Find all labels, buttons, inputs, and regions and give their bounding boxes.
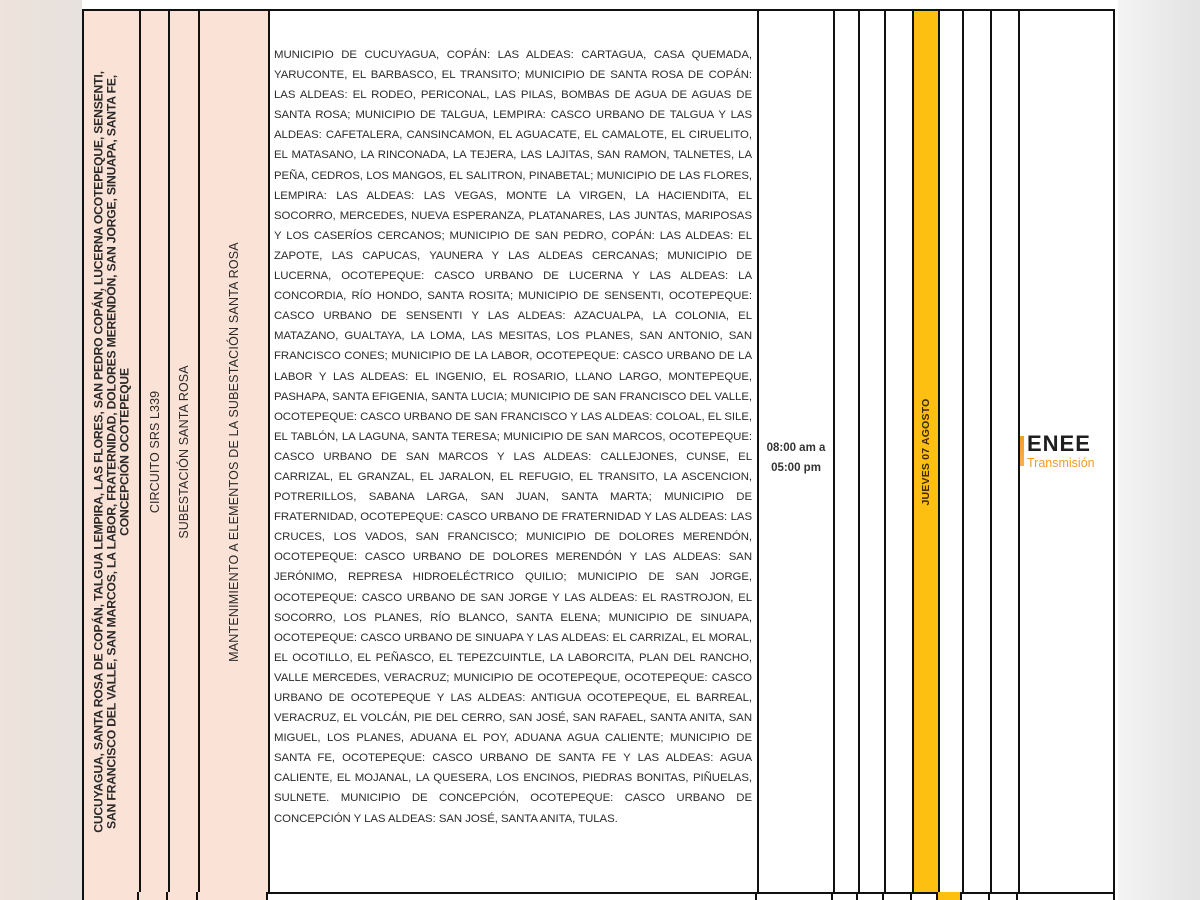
outage-schedule-table	[82, 9, 1115, 894]
background-right	[1118, 0, 1200, 900]
date-label: JUEVES 07 AGOSTO	[920, 397, 932, 506]
places-line-1: CUCUYAGUA, SANTA ROSA DE COPÁN, TALGUA LEMPIRA, LAS FLORES, SAN PEDRO COPÁN, LUCERNA OCOTEPEQUE, SENSENTI,	[91, 70, 105, 833]
places-cell	[84, 11, 141, 892]
logo-subtitle: Transmisión	[1027, 456, 1095, 470]
next-row-cell-4	[198, 892, 268, 900]
date-cell-highlighted	[914, 11, 940, 892]
work-cell	[200, 11, 270, 892]
next-row-cell-5	[268, 892, 757, 900]
day-cell-1	[835, 11, 860, 892]
places-text	[92, 22, 131, 882]
day-cell-5	[940, 11, 964, 892]
time-end: 05:00 pm	[771, 462, 821, 474]
time-cell	[759, 11, 835, 892]
substation-cell	[170, 11, 200, 892]
next-row-cell-13	[990, 892, 1018, 900]
logo-name: ENEE	[1027, 431, 1091, 456]
next-row-cell-7	[833, 892, 858, 900]
next-row-cell-6	[757, 892, 833, 900]
affected-areas-text: MUNICIPIO DE CUCUYAGUA, COPÁN: LAS ALDEAS: CARTAGUA, CASA QUEMADA, YARUCONTE, EL BARBASCO, EL TRANSITO; MUNICIPIO DE SANTA ROSA DE COPÁN: LAS ALDEAS: EL RODEO, PERICONAL, LAS PILAS, BOMBAS DE AGUA DE AGUAS DE SANTA ROSA; MUNICIPIO DE TALGUA, LEMPIRA: CASCO URBANO DE TALGUA Y LAS ALDEAS: CAFETALERA, CANSINCAMON, EL AGUACATE, EL CAMALOTE, EL CIRUELITO, EL MATASANO, LA RINCONADA, LA TEJERA, LAS LAJITAS, SAN RAMON, TALNETES, LA PEÑA, CEDROS, LOS MANGOS, EL SALITRON, PINABETAL; MUNICIPIO DE LAS FLORES, LEMPIRA: LAS ALDEAS: LAS VEGAS, MONTE LA VIRGEN, LA HACIENDITA, EL SOCORRO, MERCEDES, NUEVA ESPERANZA, PLATANARES, LAS JUNTAS, MARIPOSAS Y LOS CASERÍOS CERCANOS; MUNICIPIO DE SAN PEDRO, COPÁN: LAS ALDEAS: EL ZAPOTE, LAS CAPUCAS, YAUNERA Y LAS ALDEAS CERCANAS; MUNICIPIO DE LUCERNA, OCOTEPEQUE: CASCO URBANO DE LUCERNA Y LAS ALDEAS: LA CONCORDIA, RÍO HONDO, SANTA ROSITA; MUNICIPIO DE SENSENTI, OCOTEPEQUE: CASCO URBANO DE SENSENTI Y LAS ALDEAS: AZACUALPA, LA COLONIA, EL MATAZANO, GUALTAYA, LA LOMA, LAS MESITAS, LOS PLANES, SAN ANTONIO, SAN FRANCISCO CONES; MUNICIPIO DE LA LABOR, OCOTEPEQUE: CASCO URBANO DE LA LABOR Y LAS ALDEAS: EL INGENIO, EL ROSARIO, LLANO LARGO, MONTEPEQUE, PASHAPA, SANTA EFIGENIA, SANTA LUCIA; MUNICIPIO DE SAN FRANCISCO DEL VALLE, OCOTEPEQUE: CASCO URBANO DE SAN FRANCISCO Y LAS ALDEAS: COLOAL, EL SILE, EL TABLÓN, LA LAGUNA, SANTA TERESA; MUNICIPIO DE SAN MARCOS, OCOTEPEQUE: CASCO URBANO DE SAN MARCOS Y LAS ALDEAS: CALLEJONES, CUNSE, EL CARRIZAL, EL GRANZAL, EL JARALON, EL REFUGIO, EL TRANSITO, LA ASCENCION, POTRERILLOS, SABANA LARGA, SAN JUAN, SANTA MARTA; MUNICIPIO DE FRATERNIDAD, OCOTEPEQUE: CASCO URBANO DE FRATERNIDAD Y LAS ALDEAS: LAS CRUCES, LOS VADOS, SAN FRANCISCO; MUNICIPIO DE DOLORES MERENDÓN, OCOTEPEQUE: CASCO URBANO DE DOLORES MERENDÓN Y LAS ALDEAS: SAN JERÓNIMO, REPRESA HIDROELÉCTRICO QUILIO; MUNICIPIO DE SAN JORGE, OCOTEPEQUE: CASCO URBANO DE SAN JORGE Y LAS ALDEAS: EL RASTROJON, EL SOCORRO, LOS PLANES, RÍO BLANCO, SANTA ELENA; MUNICIPIO DE SINUAPA, OCOTEPEQUE: CASCO URBANO DE SINUAPA Y LAS ALDEAS: EL CARRIZAL, EL MORAL, EL OCOTILLO, EL PEÑASCO, EL TEPEZCUINTLE, LA LABORCITA, PLAN DEL RANCHO, VALLE MERCEDES, VERACRUZ; MUNICIPIO DE OCOTEPEQUE, OCOTEPEQUE: CASCO URBANO DE OCOTEPEQUE Y LAS ALDEAS: ANTIGUA OCOTEPEQUE, EL BARREAL, VERACRUZ, EL VOLCÁN, PIE DEL CERRO, SAN JOSÉ, SAN RAFAEL, SANTA ANITA, SAN MIGUEL, LOS PLANES, ADUANA EL POY, ADUANA AGUA CALIENTE; MUNICIPIO DE SANTA FE, OCOTEPEQUE: CASCO URBANO DE SANTA FE Y LAS ALDEAS: AGUA CALIENTE, EL MOJANAL, LA QUESERA, LOS ENCINOS, PIEDRAS BONITAS, PIÑUELAS, SULNETE. MUNICIPIO DE CONCEPCIÓN, OCOTEPEQUE: CASCO URBANO DE CONCEPCIÓN Y LAS ALDEAS: SAN JOSÉ, SANTA ANITA, TULAS.	[274, 49, 752, 825]
substation-label: SUBESTACIÓN SANTA ROSA	[177, 364, 191, 539]
next-row-date-highlighted	[938, 892, 962, 900]
time-range	[759, 438, 833, 478]
next-row-cell-8	[858, 892, 884, 900]
background-left	[0, 0, 82, 900]
circuit-label: CIRCUITO SRS L339	[147, 390, 162, 513]
next-row-cell-1	[82, 892, 139, 900]
logo-cell	[1020, 11, 1115, 892]
enee-logo	[1020, 431, 1115, 471]
next-row-cell-12	[962, 892, 990, 900]
affected-areas-cell	[270, 11, 759, 892]
next-row-cell-2	[139, 892, 168, 900]
day-cell-7	[992, 11, 1020, 892]
enee-logo-icon	[1020, 436, 1024, 466]
next-row-cell-10	[912, 892, 938, 900]
next-row-partial	[82, 892, 1115, 900]
next-row-cell-9	[884, 892, 912, 900]
day-cell-2	[860, 11, 886, 892]
work-label: MANTENIMIENTO A ELEMENTOS DE LA SUBESTACIÓN SANTA ROSA	[227, 241, 241, 662]
places-line-3: CONCEPCIÓN OCOTEPEQUE	[117, 367, 131, 536]
day-cell-3	[886, 11, 914, 892]
next-row-cell-3	[168, 892, 198, 900]
day-cell-6	[964, 11, 992, 892]
places-line-2: SAN FRANCISCO DEL VALLE, SAN MARCOS, LA LABOR, FRATERNIDAD, DOLORES MERENDÓN, SAN JORGE, SINUAPA, SANTA FE,	[104, 74, 118, 829]
time-start: 08:00 am a	[766, 442, 826, 454]
next-row-cell-14	[1018, 892, 1115, 900]
circuit-cell	[141, 11, 170, 892]
